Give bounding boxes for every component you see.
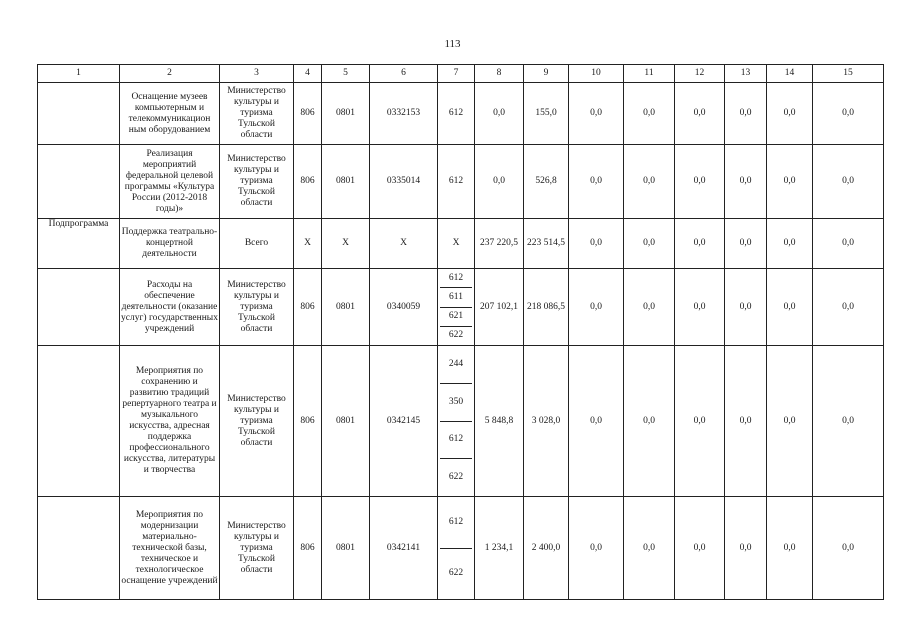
amount-c14-cell: 0,0 xyxy=(767,269,813,346)
name-cell: Мероприятия по модернизации материально-технической базы, техническое и технологическое оснащение учреждений xyxy=(120,497,220,600)
grbs-cell: 806 xyxy=(294,83,322,145)
amount-c10-cell: 0,0 xyxy=(569,219,624,269)
amount-col9-cell: 2 400,0 xyxy=(524,497,569,600)
amount-c13-cell: 0,0 xyxy=(725,145,767,219)
vr-code: 611 xyxy=(440,288,472,307)
amount-c10-cell: 0,0 xyxy=(569,497,624,600)
amount-c15-cell: 0,0 xyxy=(813,145,884,219)
amount-c13-cell: 0,0 xyxy=(725,269,767,346)
grbs-cell: 806 xyxy=(294,269,322,346)
amount-c11-cell: 0,0 xyxy=(624,145,675,219)
responsible-cell: Всего xyxy=(220,219,294,269)
vr-code: 612 xyxy=(440,269,472,288)
amount-c10-cell: 0,0 xyxy=(569,145,624,219)
status-cell: Подпрограмма xyxy=(38,219,120,269)
amount-col9-cell: 218 086,5 xyxy=(524,269,569,346)
responsible-cell: Министерство культуры и туризма Тульской области xyxy=(220,145,294,219)
rzpr-cell: 0801 xyxy=(322,145,370,219)
amount-c12-cell: 0,0 xyxy=(675,346,725,497)
column-number: 9 xyxy=(524,65,569,83)
amount-c11-cell: 0,0 xyxy=(624,497,675,600)
name-cell: Мероприятия по сохранению и развитию традиций репертуарного театра и музыкального искусства, адресная поддержка профессионального искусства, литературы и творчества xyxy=(120,346,220,497)
amount-col9-cell: 526,8 xyxy=(524,145,569,219)
csr-cell: 0332153 xyxy=(370,83,438,145)
page-number: 113 xyxy=(444,38,461,50)
csr-cell: 0340059 xyxy=(370,269,438,346)
vr-cell: Х xyxy=(438,219,475,269)
amount-c14-cell: 0,0 xyxy=(767,83,813,145)
amount-c15-cell: 0,0 xyxy=(813,346,884,497)
amount-c13-cell: 0,0 xyxy=(725,83,767,145)
status-cell xyxy=(38,145,120,219)
amount-c13-cell: 0,0 xyxy=(725,219,767,269)
amount-c12-cell: 0,0 xyxy=(675,269,725,346)
vr-code-list xyxy=(438,497,474,599)
amount-c10-cell: 0,0 xyxy=(569,83,624,145)
column-number: 6 xyxy=(370,65,438,83)
column-number: 3 xyxy=(220,65,294,83)
responsible-cell: Министерство культуры и туризма Тульской области xyxy=(220,497,294,600)
amount-c12-cell: 0,0 xyxy=(675,145,725,219)
rzpr-cell: 0801 xyxy=(322,346,370,497)
csr-cell: 0342141 xyxy=(370,497,438,600)
vr-code: 350 xyxy=(440,384,472,422)
amount-col8-cell: 237 220,5 xyxy=(475,219,524,269)
rzpr-cell: 0801 xyxy=(322,497,370,600)
rzpr-cell: 0801 xyxy=(322,269,370,346)
amount-col9-cell: 155,0 xyxy=(524,83,569,145)
amount-c10-cell: 0,0 xyxy=(569,269,624,346)
column-number: 12 xyxy=(675,65,725,83)
status-cell xyxy=(38,497,120,600)
vr-code: 622 xyxy=(448,330,464,341)
vr-cell: 612 xyxy=(438,145,475,219)
amount-col9-cell: 3 028,0 xyxy=(524,346,569,497)
grbs-cell: 806 xyxy=(294,145,322,219)
column-number: 11 xyxy=(624,65,675,83)
amount-col8-cell: 1 234,1 xyxy=(475,497,524,600)
amount-c15-cell: 0,0 xyxy=(813,219,884,269)
column-number: 2 xyxy=(120,65,220,83)
column-number: 13 xyxy=(725,65,767,83)
amount-c15-cell: 0,0 xyxy=(813,497,884,600)
table-row xyxy=(38,219,884,269)
amount-c13-cell: 0,0 xyxy=(725,497,767,600)
column-number: 7 xyxy=(438,65,475,83)
amount-c14-cell: 0,0 xyxy=(767,497,813,600)
column-number: 8 xyxy=(475,65,524,83)
amount-col8-cell: 5 848,8 xyxy=(475,346,524,497)
amount-c10-cell: 0,0 xyxy=(569,346,624,497)
vr-code: 621 xyxy=(440,308,472,327)
csr-cell: 0342145 xyxy=(370,346,438,497)
grbs-cell: Х xyxy=(294,219,322,269)
status-cell xyxy=(38,269,120,346)
amount-c11-cell: 0,0 xyxy=(624,269,675,346)
amount-c11-cell: 0,0 xyxy=(624,83,675,145)
vr-cell xyxy=(438,497,475,600)
amount-col8-cell: 207 102,1 xyxy=(475,269,524,346)
amount-col8-cell: 0,0 xyxy=(475,83,524,145)
amount-col9-cell: 223 514,5 xyxy=(524,219,569,269)
csr-cell: 0335014 xyxy=(370,145,438,219)
amount-c14-cell: 0,0 xyxy=(767,346,813,497)
vr-code: 612 xyxy=(440,497,472,549)
vr-cell xyxy=(438,346,475,497)
vr-code: 244 xyxy=(440,346,472,384)
responsible-cell: Министерство культуры и туризма Тульской области xyxy=(220,346,294,497)
vr-code-list xyxy=(438,269,474,345)
amount-c15-cell: 0,0 xyxy=(813,269,884,346)
table-row xyxy=(38,497,884,600)
responsible-cell: Министерство культуры и туризма Тульской области xyxy=(220,269,294,346)
vr-code-list xyxy=(438,346,474,496)
budget-table xyxy=(37,64,884,600)
name-cell: Реализация мероприятий федеральной целевой программы «Культура России (2012-2018 годы)» xyxy=(120,145,220,219)
table-row xyxy=(38,346,884,497)
amount-c14-cell: 0,0 xyxy=(767,145,813,219)
csr-cell: Х xyxy=(370,219,438,269)
name-cell: Расходы на обеспечение деятельности (оказание услуг) государственных учреждений xyxy=(120,269,220,346)
amount-c12-cell: 0,0 xyxy=(675,497,725,600)
vr-cell xyxy=(438,269,475,346)
amount-c14-cell: 0,0 xyxy=(767,219,813,269)
amount-c15-cell: 0,0 xyxy=(813,83,884,145)
vr-code: 622 xyxy=(448,472,464,483)
vr-code: 612 xyxy=(440,422,472,460)
rzpr-cell: 0801 xyxy=(322,83,370,145)
amount-c13-cell: 0,0 xyxy=(725,346,767,497)
column-number: 4 xyxy=(294,65,322,83)
amount-c11-cell: 0,0 xyxy=(624,219,675,269)
status-cell xyxy=(38,83,120,145)
amount-col8-cell: 0,0 xyxy=(475,145,524,219)
amount-c12-cell: 0,0 xyxy=(675,219,725,269)
vr-code: 622 xyxy=(448,568,464,579)
vr-cell: 612 xyxy=(438,83,475,145)
column-number: 5 xyxy=(322,65,370,83)
column-number: 14 xyxy=(767,65,813,83)
status-cell xyxy=(38,346,120,497)
name-cell: Оснащение музеев компьютерным и телекоммуникацион ным оборудованием xyxy=(120,83,220,145)
rzpr-cell: Х xyxy=(322,219,370,269)
name-cell: Поддержка театрально-концертной деятельности xyxy=(120,219,220,269)
responsible-cell: Министерство культуры и туризма Тульской области xyxy=(220,83,294,145)
column-number: 15 xyxy=(813,65,884,83)
column-number: 10 xyxy=(569,65,624,83)
grbs-cell: 806 xyxy=(294,497,322,600)
table-row xyxy=(38,83,884,145)
table-row xyxy=(38,269,884,346)
amount-c12-cell: 0,0 xyxy=(675,83,725,145)
grbs-cell: 806 xyxy=(294,346,322,497)
table-row xyxy=(38,145,884,219)
amount-c11-cell: 0,0 xyxy=(624,346,675,497)
column-number-row xyxy=(38,65,884,83)
column-number: 1 xyxy=(38,65,120,83)
